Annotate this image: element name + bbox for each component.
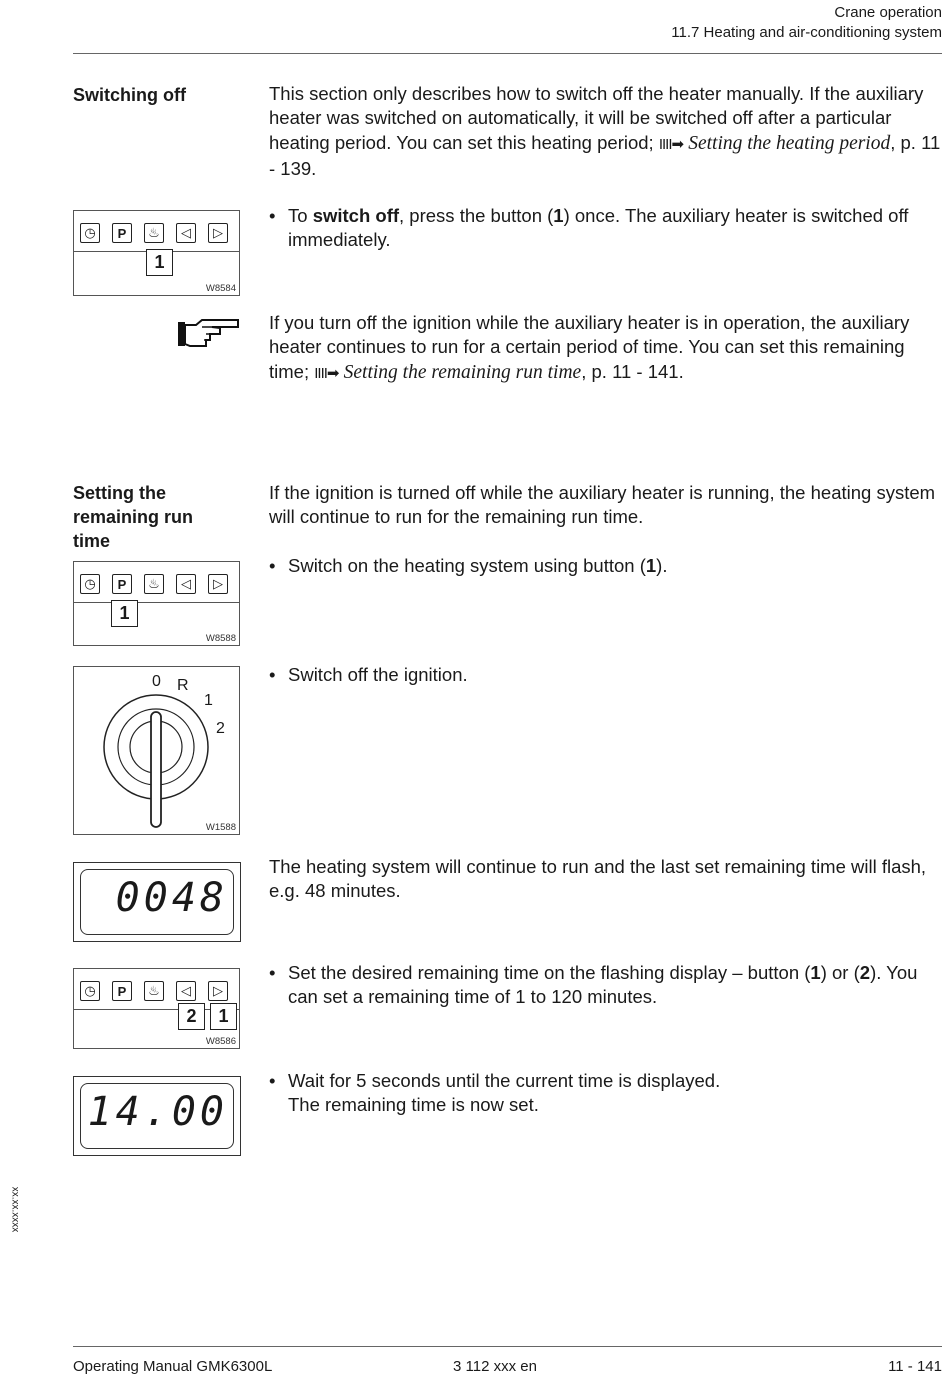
- cross-reference-arrow-icon: IIII➡: [314, 364, 339, 382]
- parking-heater-key: P: [112, 223, 132, 243]
- right-arrow-key-icon: ▷: [208, 223, 228, 243]
- clock-key-icon: ◷: [80, 574, 100, 594]
- right-arrow-key-icon: ▷: [208, 574, 228, 594]
- remaining-step-1: [269, 554, 942, 578]
- button-row: [80, 574, 228, 594]
- switching-off-heading: Switching off: [73, 85, 186, 105]
- footer-doc-number: 3 112 xxx en: [453, 1358, 537, 1375]
- button-panel-figure: [73, 561, 240, 646]
- heating-key-icon: ♨: [144, 981, 164, 1001]
- timer-display-figure: [73, 862, 241, 942]
- header-rule: [73, 53, 942, 54]
- display-reading: 0048: [115, 875, 228, 921]
- figure-code: W1588: [205, 822, 236, 833]
- cross-reference-link[interactable]: Setting the heating period: [688, 132, 891, 154]
- ignition-switch-figure: [73, 666, 240, 835]
- button-row: [80, 981, 228, 1001]
- remaining-step-4: [269, 1069, 942, 1118]
- figure-code: W8586: [205, 1036, 236, 1047]
- button-panel-figure: [73, 210, 240, 296]
- clock-key-icon: ◷: [80, 981, 100, 1001]
- display-description: The heating system will continue to run and the last set remaining time will flash, e.g. 48 minutes.: [269, 856, 927, 902]
- cross-reference-arrow-icon: IIII➡: [658, 135, 684, 153]
- figure-code: W8584: [205, 283, 236, 294]
- footer-manual: Operating Manual GMK6300L: [73, 1358, 273, 1375]
- ignition-position-0: 0: [152, 673, 161, 690]
- switching-off-intro: This section only describes how to switch off the heater manually. If the auxiliary heater was switched on automatically, it will be switched off after a particular heating period. You can set this heating period; IIII➡ Setting the heating period, p. 11 - 139.: [269, 83, 941, 179]
- left-arrow-key-icon: ◁: [176, 223, 196, 243]
- margin-date-code: xx.xx.xxxx: [9, 1186, 21, 1233]
- ignition-position-r: R: [177, 677, 189, 694]
- ignition-position-2: 2: [216, 720, 225, 737]
- button-panel-figure: [73, 968, 240, 1049]
- remaining-heading: Setting the remaining run time: [73, 483, 194, 551]
- remaining-step-2: [269, 663, 942, 687]
- cross-reference-link[interactable]: Setting the remaining run time: [343, 361, 582, 383]
- header-section: 11.7 Heating and air-conditioning system: [671, 24, 942, 41]
- pointing-hand-icon: [176, 316, 242, 352]
- callout-1: 1: [146, 249, 173, 276]
- ignition-position-1: 1: [204, 692, 213, 709]
- remaining-intro: If the ignition is turned off while the auxiliary heater is running, the heating system will continue to run for the remaining run time.: [269, 482, 936, 528]
- callout-1: 1: [111, 600, 138, 627]
- switch-off-step: [269, 204, 942, 253]
- clock-key-icon: ◷: [80, 223, 100, 243]
- heating-key-icon: ♨: [144, 574, 164, 594]
- button-row: [80, 223, 228, 243]
- list-item: • Wait for 5 seconds until the current time is displayed. The remaining time is now set.: [269, 1069, 942, 1118]
- callout-1: 1: [210, 1003, 237, 1030]
- left-arrow-key-icon: ◁: [176, 981, 196, 1001]
- note-text: If you turn off the ignition while the auxiliary heater is in operation, the auxiliary heater continues to run for a certain period of time. You can set this remaining time; IIII➡ Setting the remaining run time, p. 11 - 141.: [269, 312, 910, 383]
- list-item: • Set the desired remaining time on the flashing display – button (1) or (2). You can set a remaining time of 1 to 120 minutes.: [269, 961, 942, 1010]
- footer-page-number: 11 - 141: [888, 1358, 942, 1375]
- timer-display-figure: [73, 1076, 241, 1156]
- parking-heater-key: P: [112, 981, 132, 1001]
- list-item: • Switch on the heating system using button (1).: [269, 554, 942, 578]
- header-chapter: Crane operation: [834, 4, 942, 21]
- callout-2: 2: [178, 1003, 205, 1030]
- footer-rule: [73, 1346, 942, 1347]
- display-reading: 14.00: [87, 1089, 228, 1135]
- left-arrow-key-icon: ◁: [176, 574, 196, 594]
- ignition-switch-icon: [74, 667, 239, 834]
- panel-divider: [74, 602, 239, 603]
- parking-heater-key: P: [112, 574, 132, 594]
- list-item: • To switch off, press the button (1) once. The auxiliary heater is switched off immediately.: [269, 204, 942, 253]
- right-arrow-key-icon: ▷: [208, 981, 228, 1001]
- remaining-step-3: [269, 961, 942, 1010]
- list-item: • Switch off the ignition.: [269, 663, 942, 687]
- figure-code: W8588: [205, 633, 236, 644]
- heating-key-icon: ♨: [144, 223, 164, 243]
